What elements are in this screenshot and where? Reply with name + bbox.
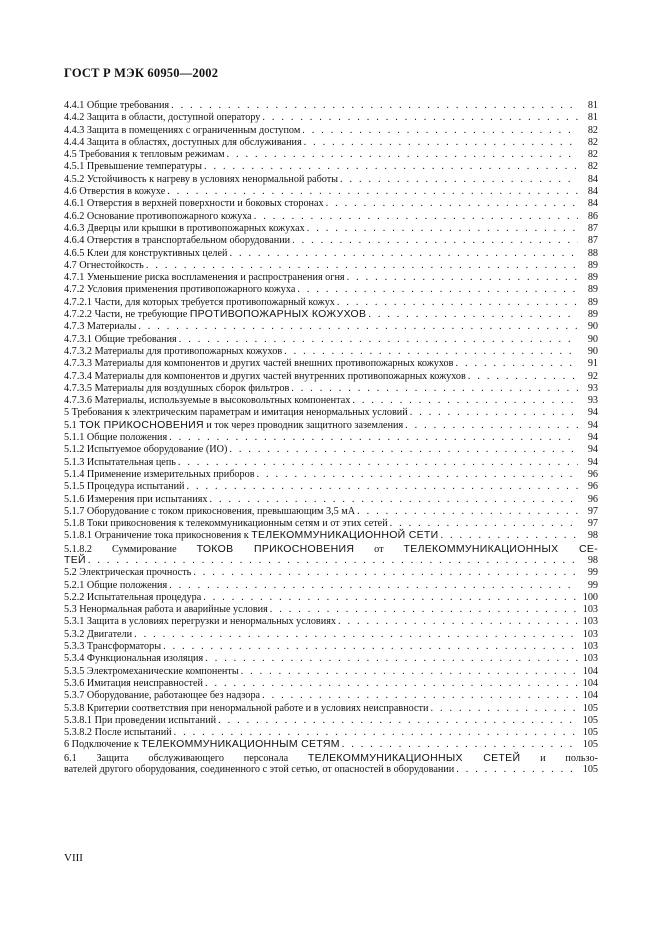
- toc-entry-title: 5.3.8.1 При проведении испытаний: [64, 714, 217, 726]
- toc-entry: [64, 346, 598, 358]
- toc-page-number: 82: [587, 136, 598, 148]
- toc-page-number: 103: [582, 628, 598, 640]
- dot-leader: [357, 506, 578, 518]
- toc-page-number: 104: [582, 677, 598, 689]
- dot-leader: [205, 653, 578, 665]
- toc-entry-title: 5.2 Электрическая прочность: [64, 567, 192, 579]
- toc-entry-title: 4.6.1 Отверстия в верхней поверхности и боковых сторонах: [64, 198, 324, 210]
- toc-entry-term: ТЕЛЕКОММУНИКАЦИОННЫМ СЕТЯМ: [141, 738, 340, 751]
- toc-entry: [64, 592, 598, 604]
- toc-entry-title: 4.6 Отверстия в кожухе: [64, 186, 166, 198]
- dot-leader: [284, 346, 578, 358]
- toc-page-number: 87: [587, 222, 598, 234]
- toc-entry-title: 4.7.3.2 Материалы для противопожарных кожухов: [64, 345, 283, 357]
- toc-entry: [64, 186, 598, 198]
- toc-entry-text: и пользо-: [520, 752, 598, 764]
- toc-entry-title: [64, 308, 366, 321]
- toc-page-number: 96: [587, 493, 598, 505]
- toc-page-number: 89: [587, 284, 598, 296]
- toc-entry-title: 4.4.1 Общие требования: [64, 100, 170, 111]
- toc-entry-title: 5.3.5 Электромеханические компоненты: [64, 665, 239, 677]
- toc-entry-line: [64, 543, 598, 555]
- toc-entry: [64, 469, 598, 481]
- dot-leader: [203, 592, 578, 604]
- toc-entry: [64, 371, 598, 383]
- dot-leader: [167, 186, 578, 198]
- toc-entry: [64, 690, 598, 702]
- toc-page-number: 105: [582, 764, 598, 776]
- dot-leader: [209, 494, 578, 506]
- dot-leader: [204, 161, 578, 173]
- toc-entry: [64, 260, 598, 272]
- toc-entry-title: 4.4.2 Защита в области, доступной оператору: [64, 112, 261, 124]
- toc-entry-title: 4.5.2 Устойчивость к нагреву в условиях ненормальной работы: [64, 173, 339, 185]
- toc-entry: [64, 223, 598, 235]
- dot-leader: [218, 715, 578, 727]
- toc-entry: [64, 198, 598, 210]
- toc-entry-title: 5.1.5 Процедура испытаний: [64, 481, 185, 493]
- toc-entry-text: от: [354, 543, 404, 555]
- dot-leader: [138, 321, 578, 333]
- toc-entry: [64, 604, 598, 616]
- toc-entry-title: 4.7 Огнестойкость: [64, 259, 144, 271]
- toc-entry-title: [64, 419, 403, 432]
- dot-leader: [193, 567, 578, 579]
- toc-entry-title: 4.7.1 Уменьшение риска воспламенения и распространения огня: [64, 272, 345, 284]
- toc-page-number: 94: [587, 407, 598, 419]
- toc-page-number: 93: [587, 382, 598, 394]
- toc-page-number: 84: [587, 186, 598, 198]
- toc-entry: [64, 174, 598, 186]
- toc-entry-title: 5.1.2 Испытуемое оборудование (ИО): [64, 444, 228, 456]
- dot-leader: [340, 174, 578, 186]
- toc-entry-title: 4.7.2 Условия применения противопожарного кожуха: [64, 284, 296, 296]
- toc-entry-title: 5.3.8 Критерии соответствия при ненормальной работе и в условиях неисправности: [64, 702, 429, 714]
- toc-entry: [64, 715, 598, 727]
- toc-page-number: 103: [582, 616, 598, 628]
- toc-entry: [64, 653, 598, 665]
- toc-entry: [64, 235, 598, 247]
- toc-page-number: 93: [587, 395, 598, 407]
- toc-entry-title: 5.1.7 Оборудование с током прикосновения, превышающим 3,5 мА: [64, 505, 356, 517]
- dot-leader: [304, 137, 578, 149]
- toc-entry-term: ТЕЛЕКОММУНИКАЦИОННОЙ СЕТИ: [251, 529, 439, 542]
- toc-page-number: 104: [582, 690, 598, 702]
- dot-leader: [342, 739, 578, 751]
- toc-entry: [64, 678, 598, 690]
- toc-entry: [64, 481, 598, 493]
- toc-entry: [64, 666, 598, 678]
- toc-page-number: 105: [582, 739, 598, 751]
- dot-leader: [405, 420, 578, 432]
- toc-page-number: 99: [587, 567, 598, 579]
- toc-entry-title: 4.5 Требования к тепловым режимам: [64, 149, 225, 161]
- toc-page-number: 103: [582, 604, 598, 616]
- toc-page-number: 88: [587, 247, 598, 259]
- toc-entry-text: и ток через проводник защитного заземления: [203, 419, 404, 431]
- dot-leader: [347, 272, 578, 284]
- toc-page-number: 91: [587, 358, 598, 370]
- document-header: ГОСТ Р МЭК 60950—2002: [64, 66, 219, 80]
- toc-entry-line: [64, 764, 598, 776]
- toc-entry-title: 4.4.3 Защита в помещениях с ограниченным доступом: [64, 124, 301, 136]
- toc-entry-term: ТЕЛЕКОММУНИКАЦИОННЫХ СЕТЕЙ: [307, 751, 521, 764]
- toc-entry: [64, 211, 598, 223]
- toc-entry-term: ТЕЙ: [64, 553, 86, 566]
- toc-entry-term: ТОКОВ ПРИКОСНОВЕНИЯ: [196, 542, 355, 555]
- toc-entry: [64, 629, 598, 641]
- toc-entry-title: 5.2.1 Общие положения: [64, 579, 168, 591]
- dot-leader: [227, 149, 578, 161]
- dot-leader: [146, 260, 578, 272]
- toc-page-number: 82: [587, 149, 598, 161]
- toc-entry: [64, 100, 598, 112]
- toc-page-number: 89: [587, 296, 598, 308]
- toc-entry: [64, 137, 598, 149]
- toc-entry-title: 4.4.4 Защита в областях, доступных для обслуживания: [64, 136, 302, 148]
- toc-entry-title: 4.7.2.1 Части, для которых требуется противопожарный кожух: [64, 296, 335, 308]
- toc-page-number: 100: [582, 591, 598, 603]
- toc-page-number: 94: [587, 419, 598, 431]
- toc-page-number: 81: [587, 100, 598, 111]
- toc-entry: [64, 309, 598, 321]
- toc-entry-title: 4.6.3 Дверцы или крышки в противопожарных кожухах: [64, 222, 305, 234]
- toc-entry-title: 5.3.2 Двигатели: [64, 628, 133, 640]
- toc-entry-title: 5.1.4 Применение измерительных приборов: [64, 468, 255, 480]
- dot-leader: [440, 530, 578, 542]
- dot-leader: [302, 125, 578, 137]
- toc-page-number: 105: [582, 702, 598, 714]
- toc-entry: [64, 444, 598, 456]
- dot-leader: [134, 629, 578, 641]
- toc-page-number: 82: [587, 124, 598, 136]
- toc-entry-text: 5.1.8.1 Ограничение тока прикосновения к: [64, 530, 252, 542]
- toc-entry: [64, 420, 598, 432]
- dot-leader: [186, 481, 578, 493]
- toc-entry-term: ТОК ПРИКОСНОВЕНИЯ: [79, 418, 204, 431]
- toc-entry: [64, 543, 598, 568]
- page-number-footer: VIII: [64, 852, 83, 864]
- toc-entry-title: 4.7.3.6 Материалы, используемые в высоковольтных компонентах: [64, 395, 351, 407]
- toc-page-number: 97: [587, 518, 598, 530]
- dot-leader: [163, 641, 578, 653]
- dot-leader: [171, 100, 578, 112]
- toc-entry-term: ТЕЛЕКОММУНИКАЦИОННЫХ СЕ-: [403, 542, 598, 555]
- toc-entry-title: 4.7.3.5 Материалы для воздушных сборок фильтров: [64, 382, 290, 394]
- toc-page-number: 94: [587, 456, 598, 468]
- dot-leader: [241, 666, 578, 678]
- toc-page-number: 103: [582, 653, 598, 665]
- toc-page-number: 96: [587, 481, 598, 493]
- dot-leader: [88, 555, 578, 567]
- toc-page-number: 97: [587, 505, 598, 517]
- toc-page-number: 84: [587, 173, 598, 185]
- toc-entry: [64, 149, 598, 161]
- toc-entry-title: 4.6.2 Основание противопожарного кожуха: [64, 210, 252, 222]
- toc-entry-title: 4.7.3 Материалы: [64, 321, 137, 333]
- toc-entry: [64, 395, 598, 407]
- dot-leader: [270, 604, 578, 616]
- toc-entry: [64, 125, 598, 137]
- toc-page-number: 82: [587, 161, 598, 173]
- toc-page-number: 104: [582, 665, 598, 677]
- toc-entry-title: [64, 554, 86, 567]
- toc-entry: [64, 494, 598, 506]
- toc-entry-text: вателей другого оборудования, соединенного с этой сетью, от опасностей в оборудовании: [64, 764, 455, 776]
- toc-page-number: 89: [587, 272, 598, 284]
- toc-page-number: 90: [587, 345, 598, 357]
- toc-entry: [64, 580, 598, 592]
- toc-entry: [64, 641, 598, 653]
- dot-leader: [291, 383, 578, 395]
- toc-entry-text: 5.1.8.2 Суммирование: [64, 543, 197, 555]
- toc-page-number: 86: [587, 210, 598, 222]
- table-of-contents: [64, 100, 598, 776]
- dot-leader: [338, 616, 578, 628]
- toc-entry-title: 4.6.5 Клеи для конструктивных целей: [64, 247, 228, 259]
- toc-entry-title: 5.3.7 Оборудование, работающее без надзора: [64, 690, 261, 702]
- dot-leader: [205, 678, 578, 690]
- toc-page-number: 81: [587, 112, 598, 124]
- dot-leader: [430, 703, 578, 715]
- toc-entry-title: [64, 738, 340, 751]
- toc-entry: [64, 752, 598, 777]
- toc-entry-text: 5.1: [64, 419, 80, 431]
- toc-page-number: 99: [587, 579, 598, 591]
- toc-page-number: 87: [587, 235, 598, 247]
- dot-leader: [229, 444, 578, 456]
- dot-leader: [468, 371, 578, 383]
- dot-leader: [179, 334, 578, 346]
- dot-leader: [456, 764, 578, 776]
- toc-page-number: 89: [587, 309, 598, 321]
- toc-entry-title: 5.1.3 Испытательная цепь: [64, 456, 176, 468]
- toc-page-number: 90: [587, 333, 598, 345]
- dot-leader: [337, 297, 578, 309]
- toc-page-number: 94: [587, 432, 598, 444]
- dot-leader: [410, 407, 578, 419]
- toc-page-number: 105: [582, 727, 598, 739]
- toc-entry: [64, 567, 598, 579]
- toc-entry-title: 4.7.3.4 Материалы для компонентов и других частей внутренних противопожарных кожухов: [64, 370, 466, 382]
- toc-entry-title: 5.3.8.2 После испытаний: [64, 727, 172, 739]
- toc-entry-text: 6.1 Защита обслуживающего персонала: [64, 752, 308, 764]
- toc-entry-title: 5.1.1 Общие положения: [64, 432, 168, 444]
- toc-page-number: 94: [587, 444, 598, 456]
- dot-leader: [297, 284, 578, 296]
- toc-page-number: 98: [587, 530, 598, 542]
- toc-entry: [64, 383, 598, 395]
- toc-entry-title: 5.3.1 Защита в условиях перегрузки и ненормальных условиях: [64, 616, 336, 628]
- toc-entry-title: 4.5.1 Превышение температуры: [64, 161, 202, 173]
- toc-page-number: 84: [587, 198, 598, 210]
- dot-leader: [307, 223, 578, 235]
- dot-leader: [229, 248, 578, 260]
- dot-leader: [257, 469, 579, 481]
- toc-entry-title: 5.3.4 Функциональная изоляция: [64, 653, 204, 665]
- toc-page-number: 92: [587, 370, 598, 382]
- toc-page-number: 89: [587, 259, 598, 271]
- toc-entry-title: 5 Требования к электрическим параметрам и имитация ненормальных условий: [64, 407, 408, 419]
- toc-entry: [64, 506, 598, 518]
- dot-leader: [254, 211, 578, 223]
- toc-entry-title: 5.1.8 Токи прикосновения к телекоммуникационным сетям и от этих сетей: [64, 518, 388, 530]
- dot-leader: [169, 432, 578, 444]
- toc-entry: [64, 161, 598, 173]
- dot-leader: [368, 309, 578, 321]
- toc-page-number: 90: [587, 321, 598, 333]
- toc-entry: [64, 284, 598, 296]
- toc-entry-title: 5.3.3 Трансформаторы: [64, 641, 162, 653]
- toc-entry-term: ПРОТИВОПОЖАРНЫХ КОЖУХОВ: [189, 308, 367, 321]
- dot-leader: [352, 395, 578, 407]
- toc-entry: [64, 703, 598, 715]
- toc-entry: [64, 432, 598, 444]
- dot-leader: [169, 580, 578, 592]
- dot-leader: [178, 457, 578, 469]
- toc-entry: [64, 739, 598, 751]
- toc-entry-line: [64, 752, 598, 764]
- toc-page-number: 103: [582, 641, 598, 653]
- toc-entry: [64, 616, 598, 628]
- toc-entry-title: 5.3.6 Имитация неисправностей: [64, 677, 203, 689]
- toc-entry-title: [64, 529, 438, 542]
- toc-entry-title: 4.7.3.1 Общие требования: [64, 333, 177, 345]
- dot-leader: [326, 198, 578, 210]
- toc-entry: [64, 248, 598, 260]
- dot-leader: [455, 358, 578, 370]
- toc-entry: [64, 457, 598, 469]
- toc-page-number: 105: [582, 714, 598, 726]
- toc-entry-text: 6 Подключение к: [64, 739, 142, 751]
- toc-entry: [64, 272, 598, 284]
- toc-entry: [64, 112, 598, 124]
- dot-leader: [262, 690, 578, 702]
- toc-page-number: 96: [587, 468, 598, 480]
- toc-entry-text: 4.7.2.2 Части, не требующие: [64, 309, 190, 321]
- toc-entry-title: 5.2.2 Испытательная процедура: [64, 591, 202, 603]
- toc-entry: [64, 530, 598, 542]
- toc-entry-line: [64, 555, 598, 567]
- toc-entry-title: 4.6.4 Отверстия в транспортабельном оборудовании: [64, 235, 291, 247]
- toc-entry-title: [64, 764, 454, 776]
- toc-entry-title: 4.7.3.3 Материалы для компонентов и других частей внешних противопожарных кожухов: [64, 358, 454, 370]
- toc-entry-title: 5.3 Ненормальная работа и аварийные условия: [64, 604, 268, 616]
- toc-entry: [64, 334, 598, 346]
- dot-leader: [262, 112, 578, 124]
- toc-entry-title: 5.1.6 Измерения при испытаниях: [64, 493, 208, 505]
- dot-leader: [292, 235, 578, 247]
- toc-entry: [64, 358, 598, 370]
- toc-page-number: 98: [587, 554, 598, 566]
- toc-entry: [64, 321, 598, 333]
